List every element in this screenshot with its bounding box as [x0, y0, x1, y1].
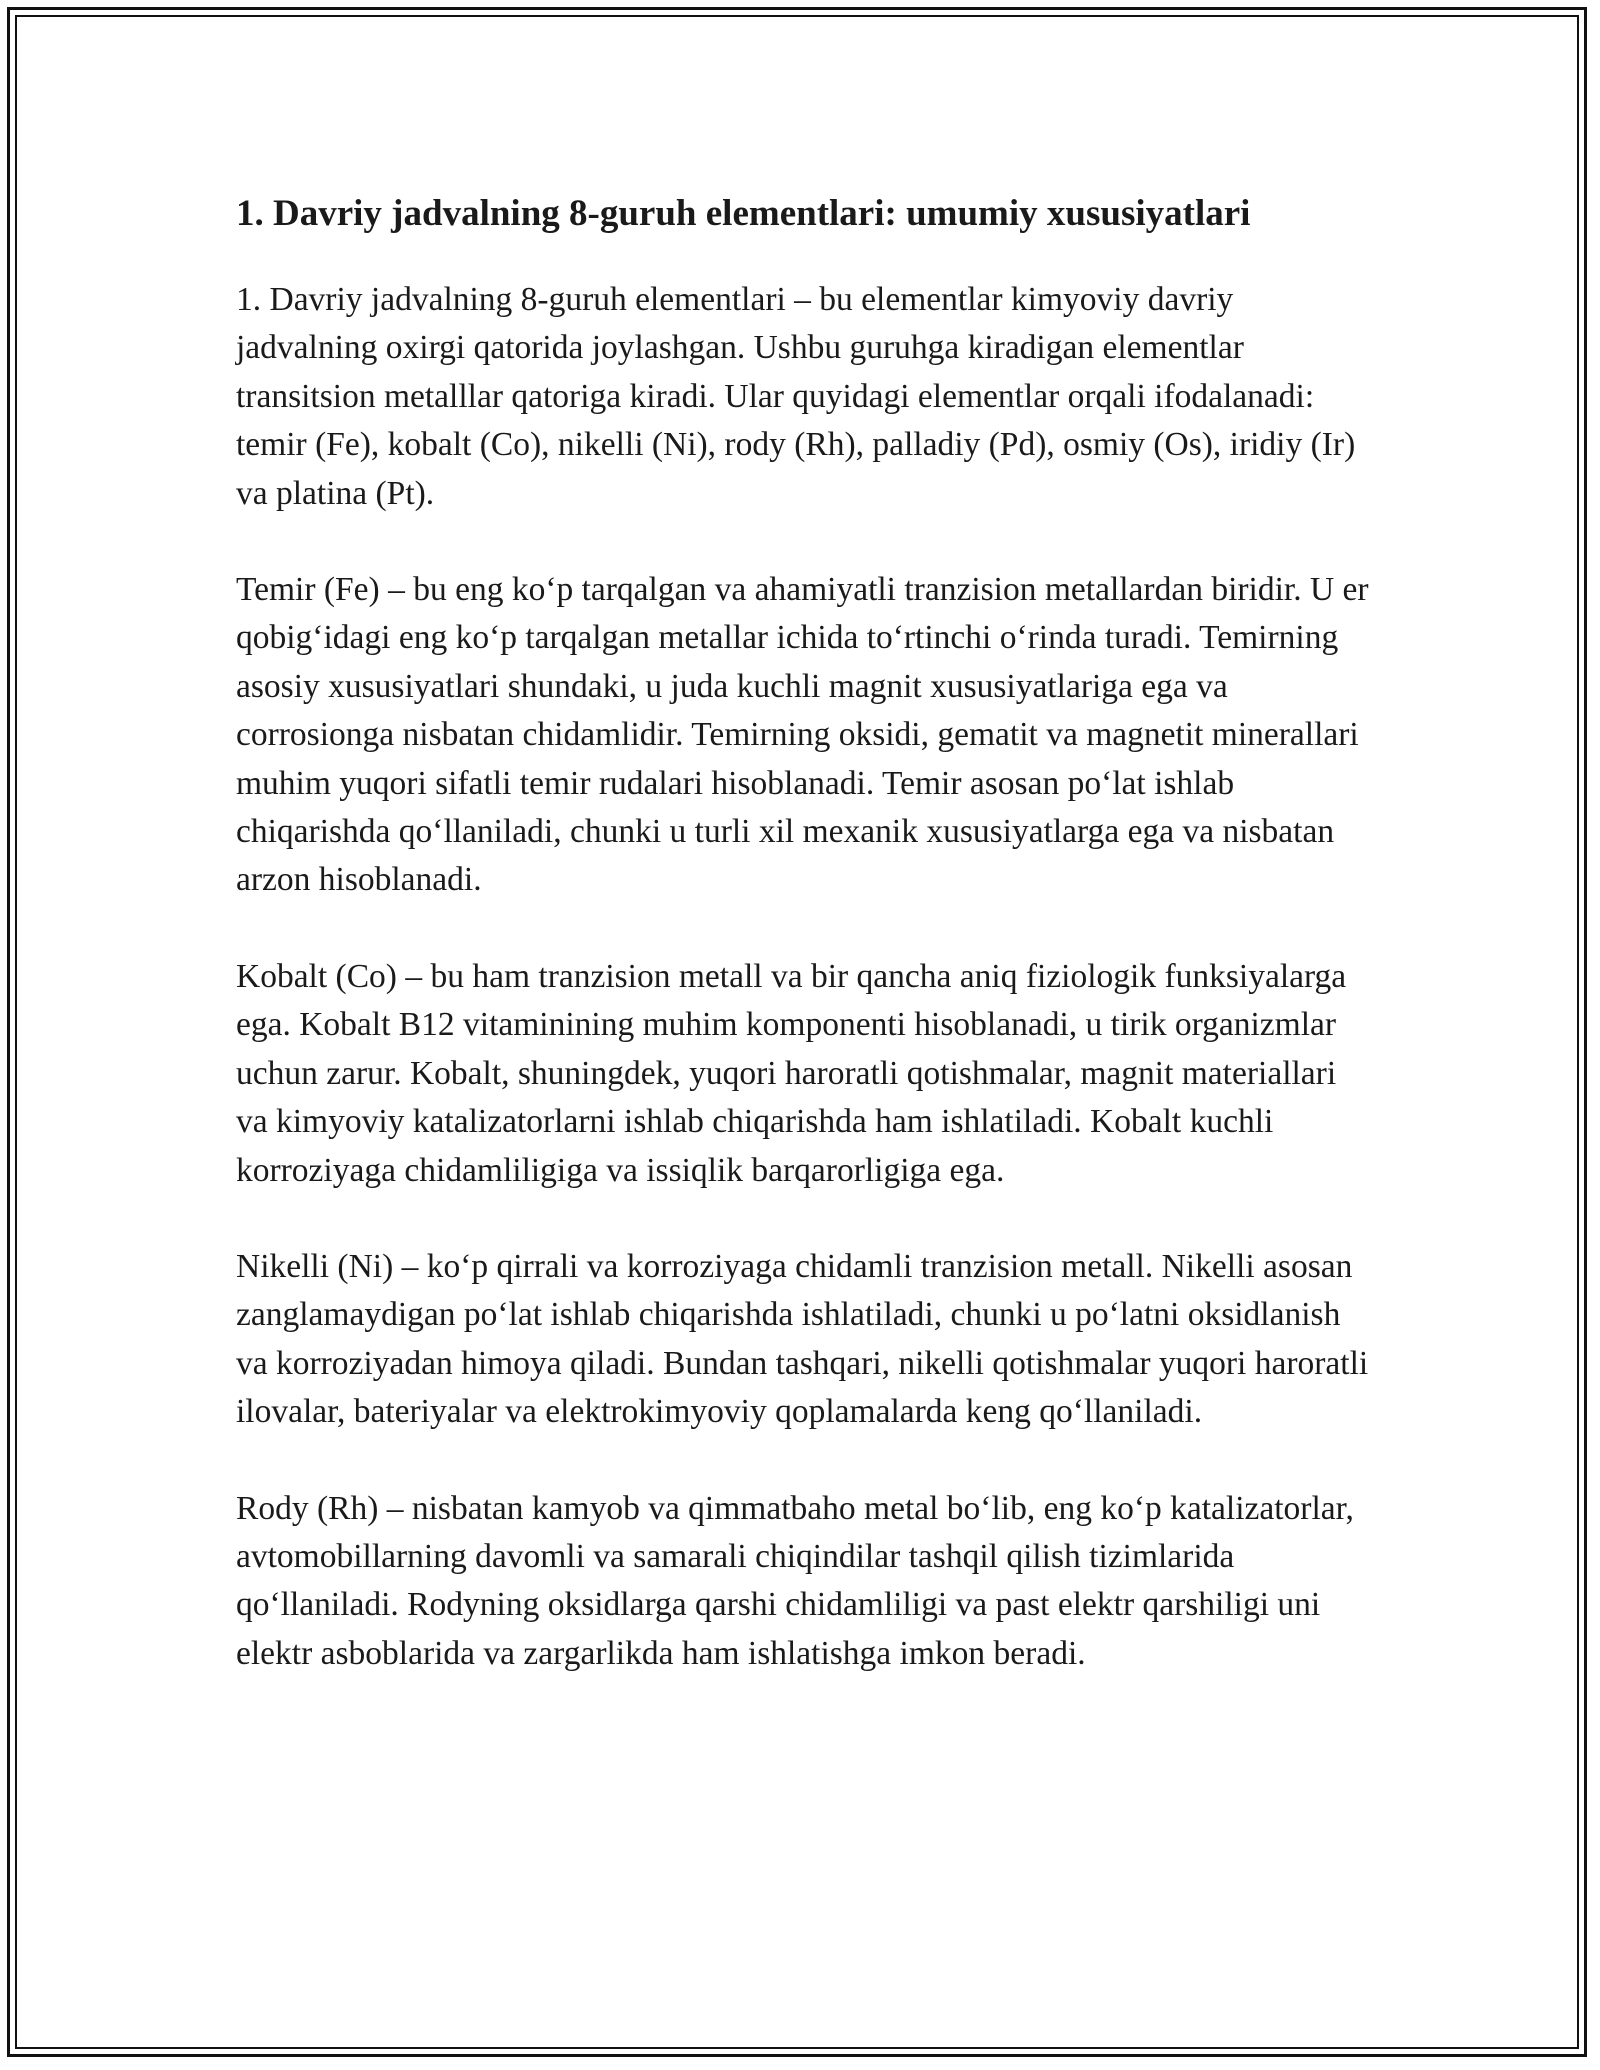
paragraph-cobalt: Kobalt (Co) – bu ham tranzision metall va bir qancha aniq fiziologik funksiyalarga ega. Kobalt B12 vitaminining muhim komponenti hisoblanadi, u tirik organizmlar uchun zarur. Kobalt, shuningdek, yuqori haroratli qotishmalar, magnit materiallari va kimyoviy katalizatorlarni ishlab chiqarishda ham ishlatiladi. Kobalt kuchli korroziyaga chidamliligiga va issiqlik barqarorligiga ega. — [236, 957, 1347, 1189]
paragraph-rhodium: Rody (Rh) – nisbatan kamyob va qimmatbaho metal bo‘lib, eng ko‘p katalizatorlar, avtomobillarning davomli va samarali chiqindilar tashqil qilish tizimlarida qo‘llaniladi. Rodyning oksidlarga qarshi chidamliligi va past elektr qarshiligi uni elektr asboblarida va zargarlikda ham ishlatishga imkon beradi. — [236, 1489, 1354, 1672]
paragraph-intro: 1. Davriy jadvalning 8-guruh elementlari – bu elementlar kimyoviy davriy jadvalning oxirgi qatorida joylashgan. Ushbu guruhga kiradigan elementlar transitsion metalllar qatoriga kiradi. Ular quyidagi elementlar orqali ifodalanadi: temir (Fe), kobalt (Co), nikelli (Ni), rody (Rh), palladiy (Pd), osmiy (Os), iridiy (Ir) va platina (Pt). — [236, 281, 1356, 512]
document-body — [236, 186, 1376, 1726]
document-title: 1. Davriy jadvalning 8-guruh elementlari: umumiy xususiyatlari — [236, 193, 1251, 234]
paragraph-iron: Temir (Fe) – bu eng ko‘p tarqalgan va ahamiyatli tranzision metallardan biridir. U er qobig‘idagi eng ko‘p tarqalgan metallar ichida to‘rtinchi o‘rinda turadi. Temirning asosiy xususiyatlari shundaki, u juda kuchli magnit xususiyatlariga ega va corrosionga nisbatan chidamlidir. Temirning oksidi, gematit va magnetit minerallari muhim yuqori sifatli temir rudalari hisoblanadi. Temir asosan po‘lat ishlab chiqarishda qo‘llaniladi, chunki u turli xil mexanik xususiyatlarga ega va nisbatan arzon hisoblanadi. — [236, 571, 1369, 899]
paragraph-nickel: Nikelli (Ni) – ko‘p qirrali va korroziyaga chidamli tranzision metall. Nikelli asosan zanglamaydigan po‘lat ishlab chiqarishda ishlatiladi, chunki u po‘latni oksidlanish va korroziyadan himoya qiladi. Bundan tashqari, nikelli qotishmalar yuqori haroratli ilovalar, bateriyalar va elektrokimyoviy qoplamalarda keng qo‘llaniladi. — [236, 1247, 1369, 1431]
